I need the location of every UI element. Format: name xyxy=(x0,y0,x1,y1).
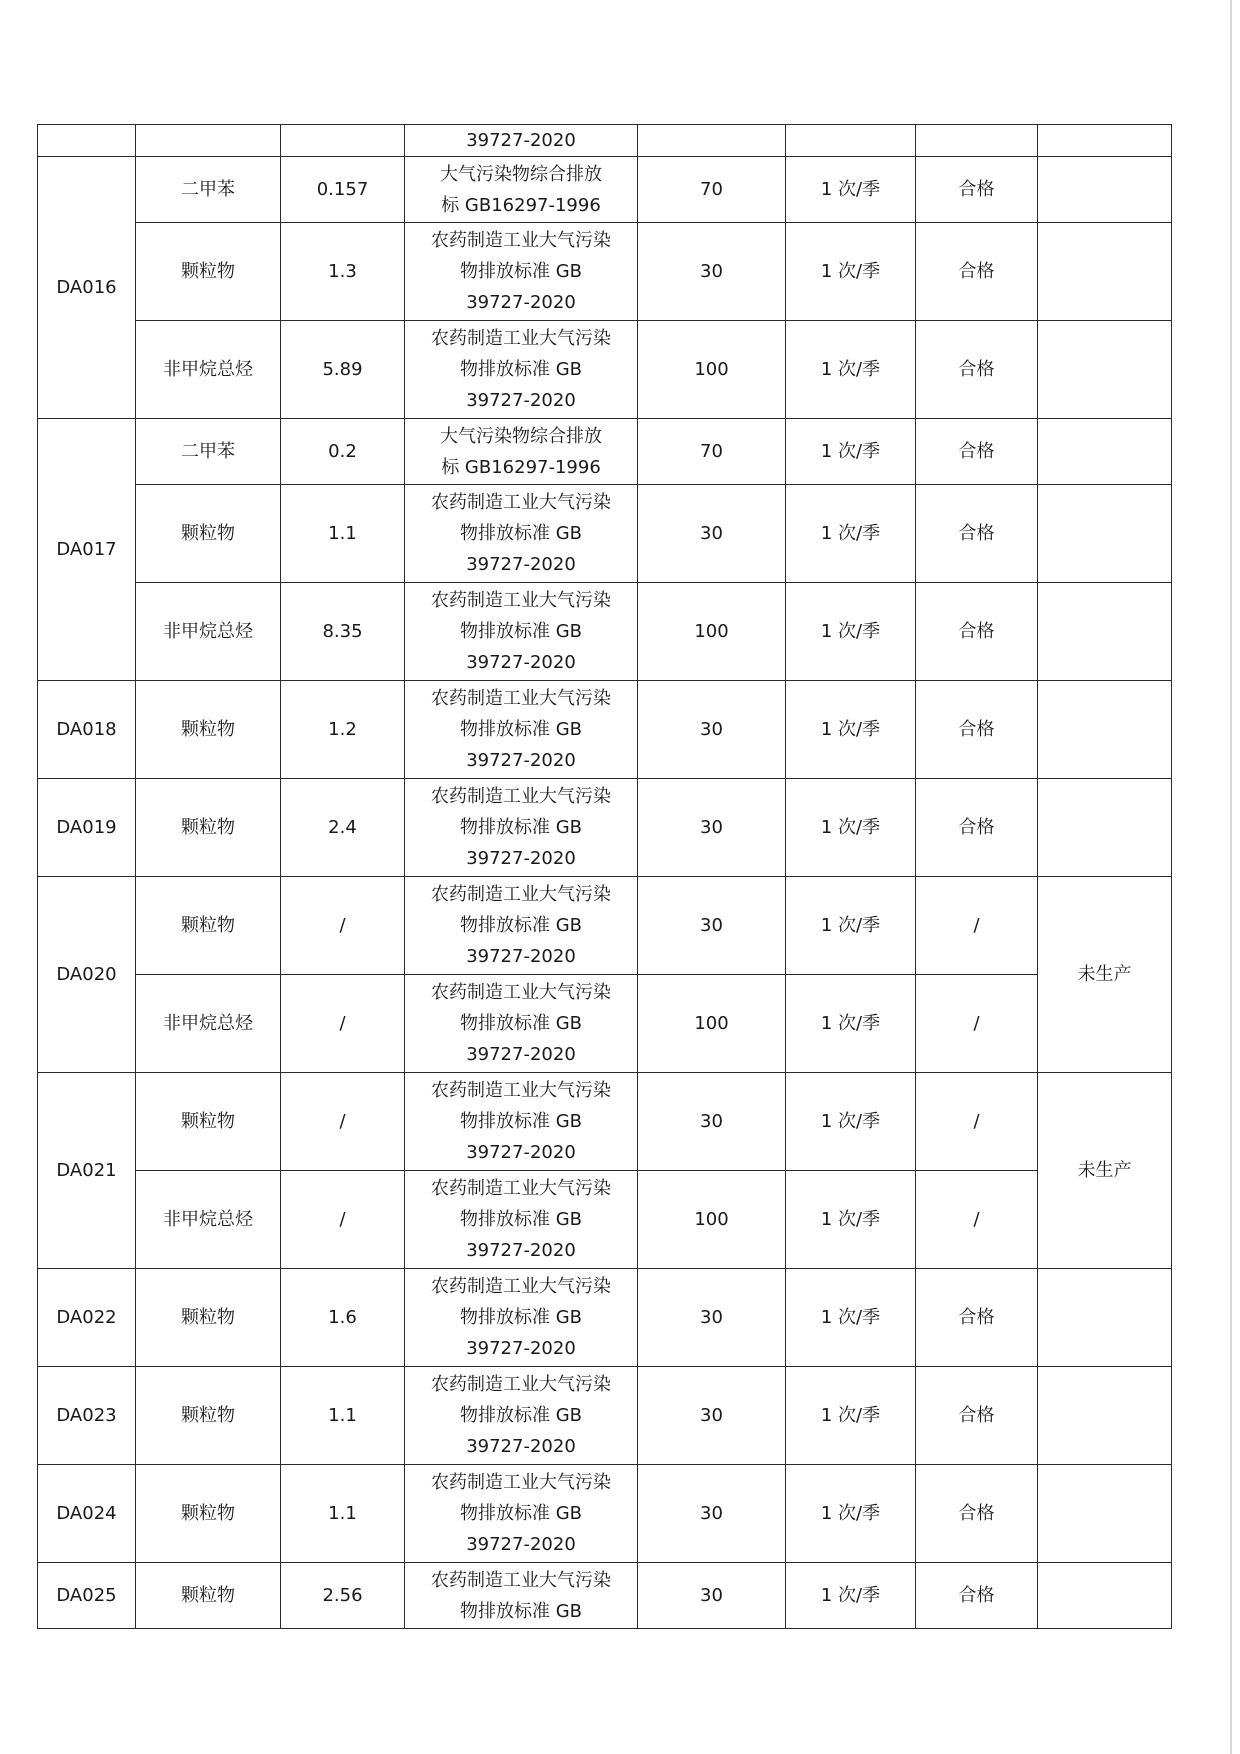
standard-line: 农药制造工业大气污染 xyxy=(431,786,611,807)
concentration-cell: / xyxy=(281,975,405,1073)
concentration-cell: 1.6 xyxy=(281,1269,405,1367)
pollutant-cell xyxy=(136,125,281,157)
standard-line: 物排放标准 GB xyxy=(459,1111,583,1132)
limit-cell: 100 xyxy=(638,1171,786,1269)
standard-cell xyxy=(405,1269,638,1367)
standard-line: 物排放标准 GB xyxy=(459,915,583,936)
standard-line: 物排放标准 GB xyxy=(459,1209,583,1230)
table-row xyxy=(38,1073,1172,1171)
standard-line: 农药制造工业大气污染 xyxy=(431,1374,611,1395)
limit-cell: 30 xyxy=(638,1073,786,1171)
limit-cell: 30 xyxy=(638,877,786,975)
standard-line: 39727-2020 xyxy=(466,1338,576,1359)
outlet-cell: DA024 xyxy=(38,1465,136,1563)
table-row xyxy=(38,1465,1172,1563)
standard-line: 39727-2020 xyxy=(466,554,576,575)
standard-line: 农药制造工业大气污染 xyxy=(431,1472,611,1493)
pollutant-cell: 颗粒物 xyxy=(136,1269,281,1367)
frequency-cell: 1 次/季 xyxy=(786,1269,916,1367)
outlet-cell: DA020 xyxy=(38,877,136,1073)
note-cell xyxy=(1038,1465,1172,1563)
standard-line: 农药制造工业大气污染 xyxy=(431,982,611,1003)
standard-cell xyxy=(405,125,638,157)
result-cell: 合格 xyxy=(916,681,1038,779)
pollutant-cell: 非甲烷总烃 xyxy=(136,321,281,419)
frequency-cell: 1 次/季 xyxy=(786,419,916,485)
standard-line: 农药制造工业大气污染 xyxy=(431,230,611,251)
table-row xyxy=(38,877,1172,975)
standard-line: 39727-2020 xyxy=(466,292,576,313)
note-cell xyxy=(1038,681,1172,779)
concentration-cell: 0.157 xyxy=(281,157,405,223)
limit-cell: 100 xyxy=(638,321,786,419)
note-cell xyxy=(1038,1269,1172,1367)
standard-line: 物排放标准 GB xyxy=(459,719,583,740)
pollutant-cell: 二甲苯 xyxy=(136,157,281,223)
frequency-cell: 1 次/季 xyxy=(786,485,916,583)
note-cell: 未生产 xyxy=(1038,1073,1172,1269)
limit-cell: 100 xyxy=(638,583,786,681)
table-row xyxy=(38,157,1172,223)
concentration-cell: 2.56 xyxy=(281,1563,405,1629)
result-cell: / xyxy=(916,975,1038,1073)
table-row xyxy=(38,125,1172,157)
standard-cell xyxy=(405,1465,638,1563)
frequency-cell xyxy=(786,125,916,157)
frequency-cell: 1 次/季 xyxy=(786,321,916,419)
standard-cell xyxy=(405,681,638,779)
standard-line: 39727-2020 xyxy=(466,946,576,967)
standard-line: 农药制造工业大气污染 xyxy=(431,590,611,611)
note-cell xyxy=(1038,1563,1172,1629)
result-cell xyxy=(916,125,1038,157)
frequency-cell: 1 次/季 xyxy=(786,1563,916,1629)
pollutant-cell: 二甲苯 xyxy=(136,419,281,485)
table-row xyxy=(38,1171,1172,1269)
standard-line: 39727-2020 xyxy=(466,1534,576,1555)
pollutant-cell: 颗粒物 xyxy=(136,1367,281,1465)
standard-cell xyxy=(405,1073,638,1171)
frequency-cell: 1 次/季 xyxy=(786,1073,916,1171)
frequency-cell: 1 次/季 xyxy=(786,1171,916,1269)
result-cell: 合格 xyxy=(916,583,1038,681)
standard-line: 农药制造工业大气污染 xyxy=(431,1276,611,1297)
outlet-cell: DA017 xyxy=(38,419,136,681)
standard-line: 物排放标准 GB xyxy=(459,1307,583,1328)
standard-cell xyxy=(405,223,638,321)
table-row xyxy=(38,583,1172,681)
standard-line: 物排放标准 GB xyxy=(459,1600,583,1622)
standard-cell xyxy=(405,583,638,681)
limit-cell: 30 xyxy=(638,1269,786,1367)
standard-line: 物排放标准 GB xyxy=(459,523,583,544)
outlet-cell: DA021 xyxy=(38,1073,136,1269)
concentration-cell: 5.89 xyxy=(281,321,405,419)
table-row xyxy=(38,681,1172,779)
standard-line: 农药制造工业大气污染 xyxy=(431,1178,611,1199)
pollutant-cell: 颗粒物 xyxy=(136,779,281,877)
pollutant-cell: 颗粒物 xyxy=(136,681,281,779)
standard-line: 农药制造工业大气污染 xyxy=(431,884,611,905)
outlet-cell: DA022 xyxy=(38,1269,136,1367)
standard-line: 39727-2020 xyxy=(466,1044,576,1065)
standard-cell xyxy=(405,321,638,419)
concentration-cell: 8.35 xyxy=(281,583,405,681)
standard-line: 农药制造工业大气污染 xyxy=(431,328,611,349)
table-row xyxy=(38,1269,1172,1367)
pollutant-cell: 颗粒物 xyxy=(136,1563,281,1629)
result-cell: 合格 xyxy=(916,1367,1038,1465)
table-row xyxy=(38,485,1172,583)
limit-cell: 30 xyxy=(638,1465,786,1563)
outlet-cell: DA019 xyxy=(38,779,136,877)
scan-edge xyxy=(1230,0,1232,1754)
note-cell xyxy=(1038,485,1172,583)
standard-line: 大气污染物综合排放 xyxy=(440,163,602,185)
pollutant-cell: 非甲烷总烃 xyxy=(136,583,281,681)
note-cell xyxy=(1038,779,1172,877)
pollutant-cell: 颗粒物 xyxy=(136,223,281,321)
note-cell xyxy=(1038,419,1172,485)
concentration-cell xyxy=(281,125,405,157)
pollutant-cell: 非甲烷总烃 xyxy=(136,975,281,1073)
standard-line: 39727-2020 xyxy=(466,1240,576,1261)
standard-cell xyxy=(405,157,638,223)
standard-line: 农药制造工业大气污染 xyxy=(431,688,611,709)
table-row xyxy=(38,975,1172,1073)
result-cell: 合格 xyxy=(916,157,1038,223)
limit-cell: 70 xyxy=(638,419,786,485)
outlet-cell: DA023 xyxy=(38,1367,136,1465)
outlet-cell: DA016 xyxy=(38,157,136,419)
table-row xyxy=(38,419,1172,485)
result-cell: / xyxy=(916,1073,1038,1171)
standard-line: 物排放标准 GB xyxy=(459,1405,583,1426)
monitoring-table xyxy=(37,124,1172,1629)
note-cell xyxy=(1038,321,1172,419)
standard-cell xyxy=(405,975,638,1073)
standard-line: 39727-2020 xyxy=(466,652,576,673)
standard-line: 物排放标准 GB xyxy=(459,1013,583,1034)
table-row xyxy=(38,223,1172,321)
standard-line: 标 GB16297-1996 xyxy=(441,194,601,216)
result-cell: 合格 xyxy=(916,1563,1038,1629)
concentration-cell: 1.1 xyxy=(281,1465,405,1563)
result-cell: / xyxy=(916,1171,1038,1269)
standard-cell xyxy=(405,1563,638,1629)
pollutant-cell: 颗粒物 xyxy=(136,485,281,583)
concentration-cell: 1.1 xyxy=(281,485,405,583)
result-cell: / xyxy=(916,877,1038,975)
limit-cell: 100 xyxy=(638,975,786,1073)
frequency-cell: 1 次/季 xyxy=(786,779,916,877)
note-cell xyxy=(1038,157,1172,223)
table-row xyxy=(38,1367,1172,1465)
concentration-cell: 1.2 xyxy=(281,681,405,779)
result-cell: 合格 xyxy=(916,321,1038,419)
frequency-cell: 1 次/季 xyxy=(786,681,916,779)
note-cell xyxy=(1038,223,1172,321)
limit-cell: 30 xyxy=(638,223,786,321)
note-cell xyxy=(1038,125,1172,157)
frequency-cell: 1 次/季 xyxy=(786,583,916,681)
result-cell: 合格 xyxy=(916,1465,1038,1563)
note-cell xyxy=(1038,583,1172,681)
limit-cell: 30 xyxy=(638,485,786,583)
result-cell: 合格 xyxy=(916,223,1038,321)
standard-line: 物排放标准 GB xyxy=(459,817,583,838)
standard-cell xyxy=(405,485,638,583)
standard-cell xyxy=(405,419,638,485)
frequency-cell: 1 次/季 xyxy=(786,157,916,223)
concentration-cell: / xyxy=(281,877,405,975)
pollutant-cell: 颗粒物 xyxy=(136,877,281,975)
standard-line: 农药制造工业大气污染 xyxy=(431,1080,611,1101)
outlet-cell: DA025 xyxy=(38,1563,136,1629)
standard-line: 物排放标准 GB xyxy=(459,621,583,642)
outlet-cell: DA018 xyxy=(38,681,136,779)
result-cell: 合格 xyxy=(916,1269,1038,1367)
concentration-cell: 1.1 xyxy=(281,1367,405,1465)
standard-line: 39727-2020 xyxy=(466,1142,576,1163)
result-cell: 合格 xyxy=(916,779,1038,877)
pollutant-cell: 颗粒物 xyxy=(136,1073,281,1171)
standard-line: 39727-2020 xyxy=(466,130,576,151)
concentration-cell: 2.4 xyxy=(281,779,405,877)
pollutant-cell: 非甲烷总烃 xyxy=(136,1171,281,1269)
pollutant-cell: 颗粒物 xyxy=(136,1465,281,1563)
standard-line: 39727-2020 xyxy=(466,1436,576,1457)
standard-line: 标 GB16297-1996 xyxy=(441,456,601,478)
limit-cell: 30 xyxy=(638,779,786,877)
standard-cell xyxy=(405,877,638,975)
limit-cell: 70 xyxy=(638,157,786,223)
concentration-cell: 1.3 xyxy=(281,223,405,321)
note-cell xyxy=(1038,1367,1172,1465)
standard-cell xyxy=(405,1171,638,1269)
frequency-cell: 1 次/季 xyxy=(786,1367,916,1465)
limit-cell: 30 xyxy=(638,1563,786,1629)
concentration-cell: / xyxy=(281,1171,405,1269)
table-row xyxy=(38,1563,1172,1629)
standard-line: 物排放标准 GB xyxy=(459,1503,583,1524)
table-row xyxy=(38,779,1172,877)
table-row xyxy=(38,321,1172,419)
standard-cell xyxy=(405,1367,638,1465)
limit-cell xyxy=(638,125,786,157)
limit-cell: 30 xyxy=(638,681,786,779)
standard-line: 39727-2020 xyxy=(466,750,576,771)
note-cell: 未生产 xyxy=(1038,877,1172,1073)
frequency-cell: 1 次/季 xyxy=(786,975,916,1073)
limit-cell: 30 xyxy=(638,1367,786,1465)
standard-line: 39727-2020 xyxy=(466,390,576,411)
standard-line: 39727-2020 xyxy=(466,848,576,869)
standard-line: 大气污染物综合排放 xyxy=(440,425,602,447)
standard-line: 物排放标准 GB xyxy=(459,261,583,282)
standard-cell xyxy=(405,779,638,877)
concentration-cell: / xyxy=(281,1073,405,1171)
standard-line: 农药制造工业大气污染 xyxy=(431,1569,611,1591)
outlet-cell xyxy=(38,125,136,157)
result-cell: 合格 xyxy=(916,419,1038,485)
frequency-cell: 1 次/季 xyxy=(786,1465,916,1563)
standard-line: 物排放标准 GB xyxy=(459,359,583,380)
standard-line: 农药制造工业大气污染 xyxy=(431,492,611,513)
frequency-cell: 1 次/季 xyxy=(786,223,916,321)
frequency-cell: 1 次/季 xyxy=(786,877,916,975)
result-cell: 合格 xyxy=(916,485,1038,583)
concentration-cell: 0.2 xyxy=(281,419,405,485)
